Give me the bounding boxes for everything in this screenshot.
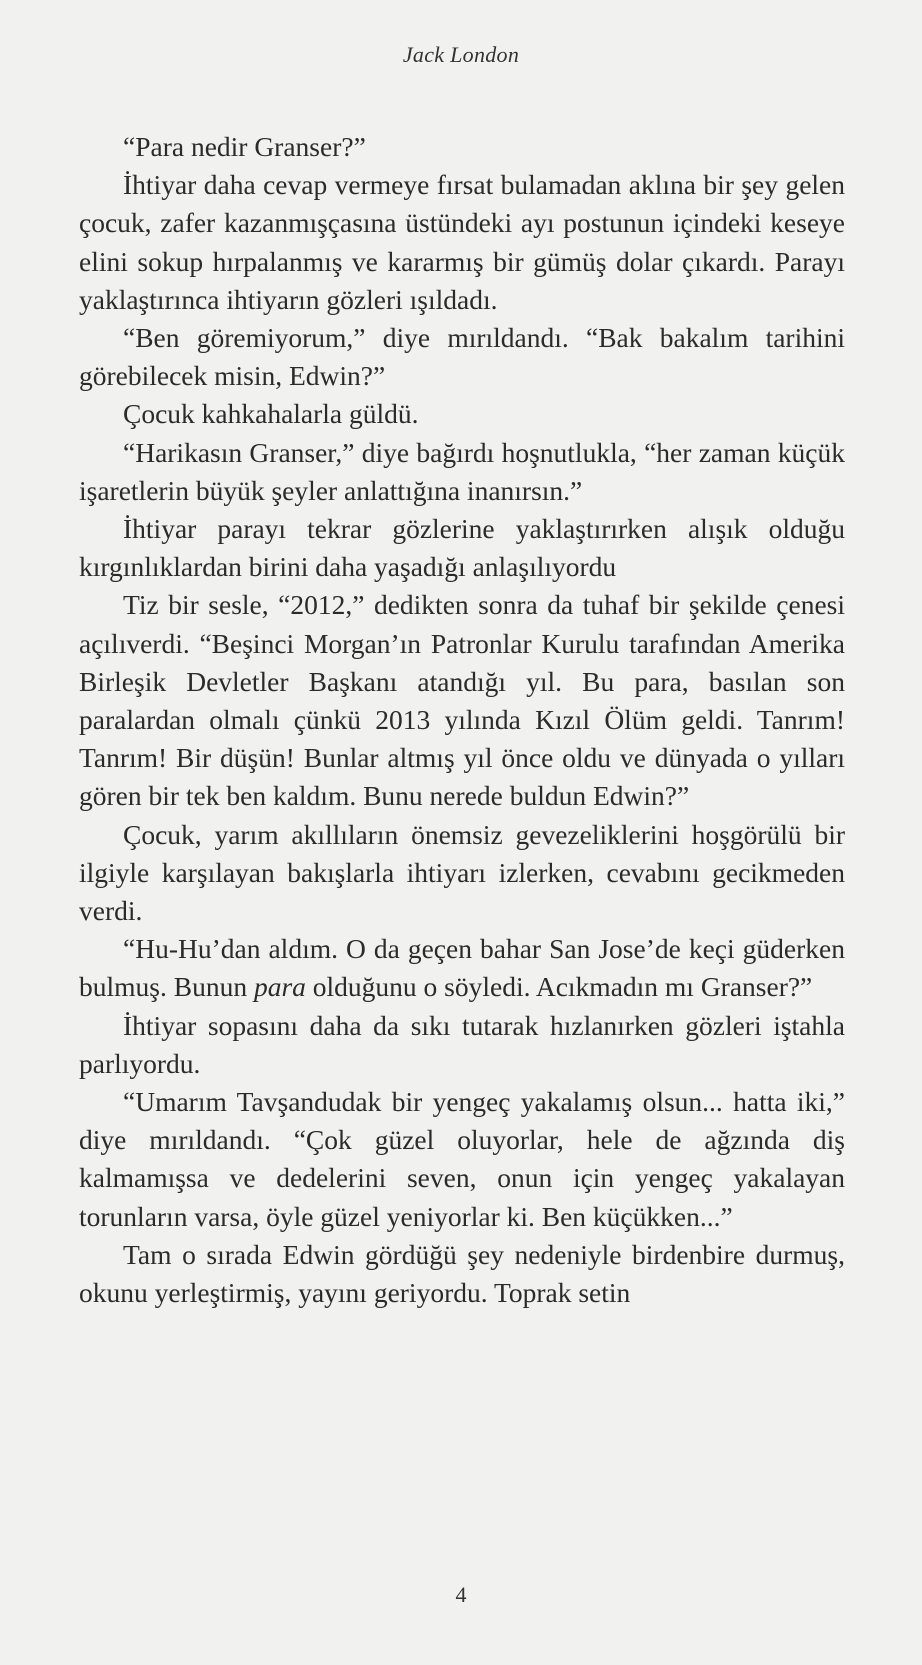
- body-text: [79, 128, 845, 1312]
- paragraph: Çocuk, yarım akıllıların önemsiz gevezeliklerini hoşgörülü bir ilgiyle karşılayan bakışlarla ihtiyarı izlerken, cevabını gecikmeden verdi.: [79, 818, 845, 927]
- paragraph: İhtiyar parayı tekrar gözlerine yaklaştırırken alışık olduğu kırgınlıklardan birini daha yaşadığı anlaşılıyordu: [79, 513, 845, 583]
- paragraph: Tiz bir sesle, “2012,” dedikten sonra da tuhaf bir şekilde çenesi açılıverdi. “Beşinci Morgan’ın Patronlar Kurulu tarafından Amerika Birleşik Devletler Başkanı atandığı yıl. Bu para, basılan son paralardan olmalı çünkü 2013 yılında Kızıl Ölüm geldi. Tanrım! Tanrım! Bir düşün! Bunlar altmış yıl önce oldu ve dünyada o yılları gören bir tek ben kaldım. Bunu nerede buldun Edwin?”: [79, 589, 845, 812]
- paragraph-segment: “Hu-Hu’dan aldım. O da geçen bahar San Jose’de keçi güderken bulmuş. Bunun: [79, 933, 845, 1003]
- paragraph: Çocuk kahkahalarla güldü.: [123, 398, 419, 430]
- paragraph: “Umarım Tavşandudak bir yengeç yakalamış olsun... hatta iki,” diye mırıldandı. “Çok güzel oluyorlar, hele de ağzında diş kalmamışsa ve dedelerini seven, onun için yengeç yakalayan torunların varsa, öyle güzel yeniyorlar ki. Ben küçükken...”: [79, 1086, 845, 1232]
- paragraph: [79, 930, 845, 1006]
- paragraph: “Para nedir Granser?”: [123, 131, 366, 162]
- paragraph: İhtiyar daha cevap vermeye fırsat bulamadan aklına bir şey gelen çocuk, zafer kazanmışçasına üstündeki ayı postunun içindeki keseye elini sokup hırpalanmış ve kararmış bir gümüş dolar çıkardı. Parayı yaklaştırınca ihtiyarın gözleri ışıldadı.: [79, 169, 845, 315]
- paragraph: “Harikasın Granser,” diye bağırdı hoşnutlukla, “her zaman küçük işaretlerin büyük şeyler anlattığına inanırsın.”: [79, 436, 845, 506]
- paragraph: İhtiyar sopasını daha da sıkı tutarak hızlanırken gözleri iştahla parlıyordu.: [79, 1009, 845, 1079]
- paragraph-segment: olduğunu o söyledi. Acıkmadın mı Granser?”: [305, 971, 813, 1003]
- running-head: Jack London: [402, 42, 520, 67]
- emphasized-word: para: [253, 971, 306, 1003]
- paragraph: “Ben göremiyorum,” diye mırıldandı. “Bak bakalım tarihini görebilecek misin, Edwin?”: [79, 322, 845, 392]
- paragraph: Tam o sırada Edwin gördüğü şey nedeniyle birdenbire durmuş, okunu yerleştirmiş, yayını geriyordu. Toprak setin: [79, 1238, 845, 1309]
- page-number: 4: [455, 1582, 467, 1607]
